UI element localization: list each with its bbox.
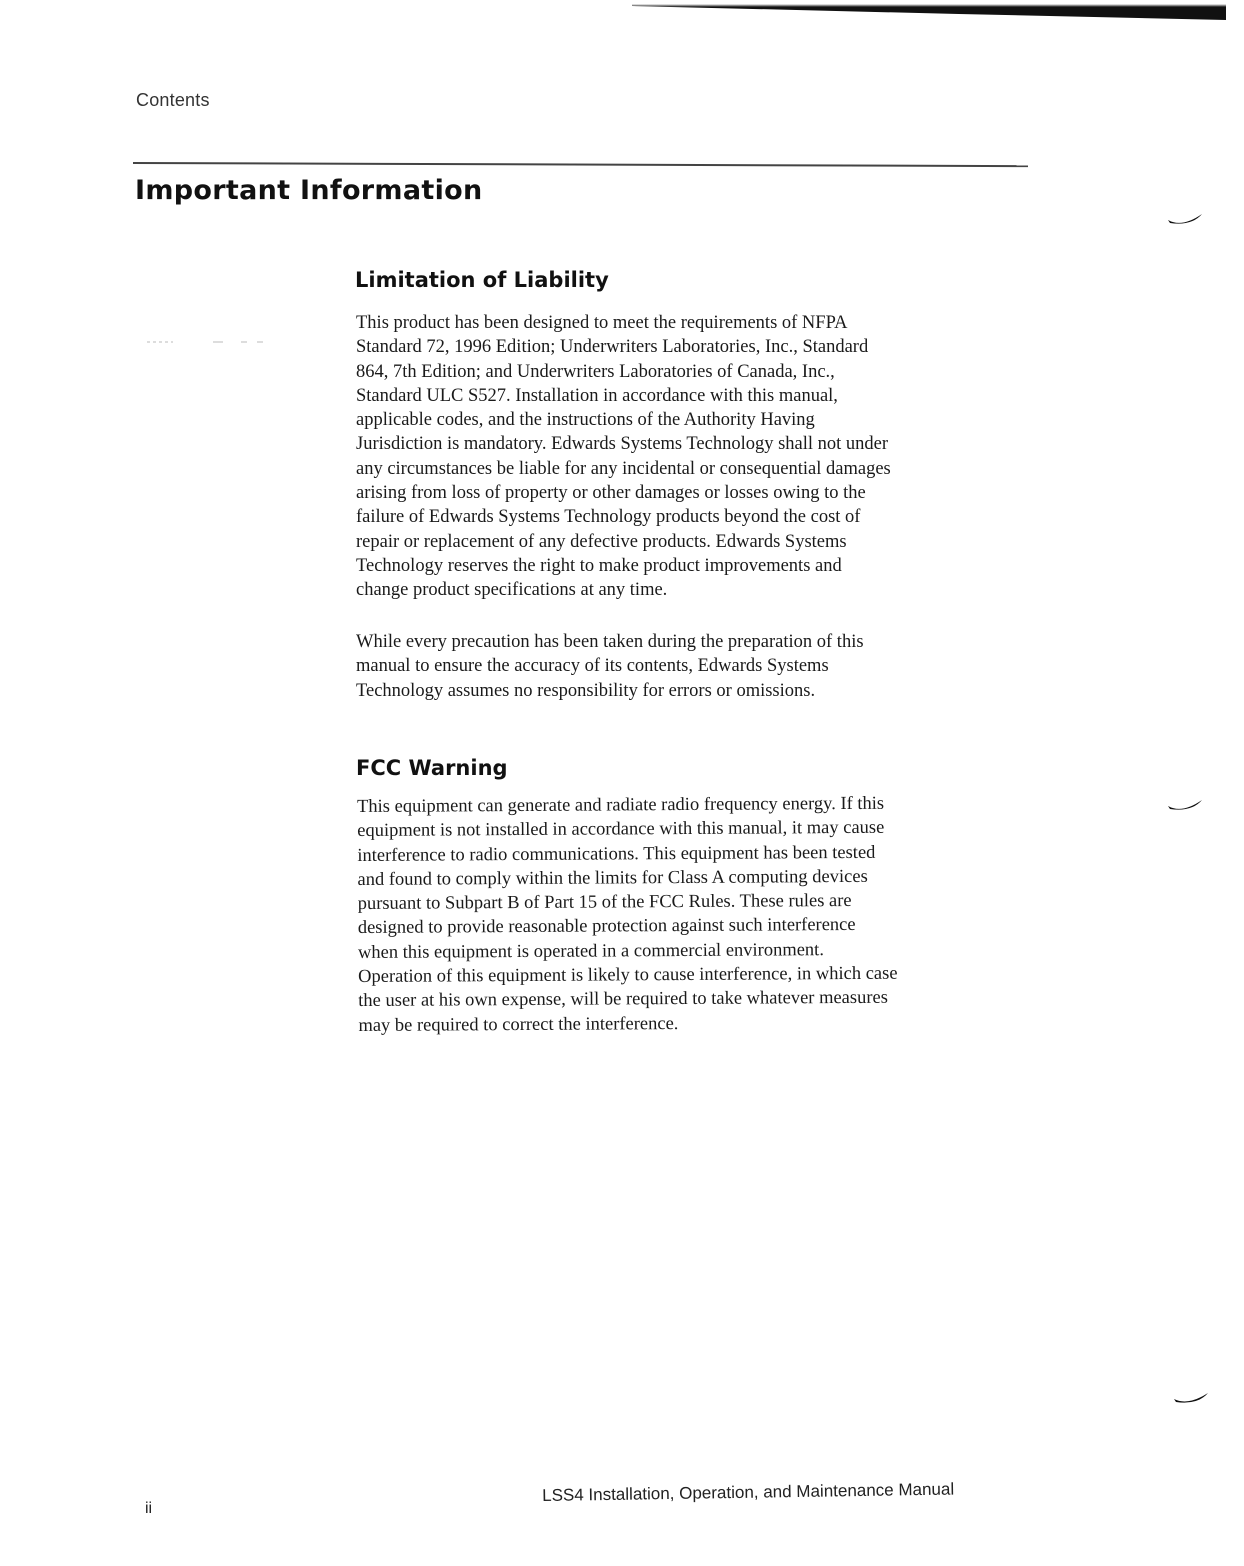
- liability-paragraph-1: [356, 311, 1026, 603]
- text-line: and found to comply within the limits for Class A computing devices: [357, 866, 868, 890]
- text-line: repair or replacement of any defective products. Edwards Systems: [356, 531, 847, 552]
- scan-edge-bar: [632, 0, 1226, 20]
- running-head: Contents: [136, 90, 210, 110]
- text-line: may be required to correct the interference.: [358, 1013, 679, 1036]
- section-heading-liability: Limitation of Liability: [355, 268, 609, 292]
- text-line: pursuant to Subpart B of Part 15 of the FCC Rules. These rules are: [357, 891, 852, 915]
- text-line: equipment is not installed in accordance with this manual, it may cause: [357, 818, 885, 842]
- punch-hole-mark-icon: [1174, 1392, 1208, 1408]
- text-line: arising from loss of property or other damages or losses owing to the: [356, 483, 866, 504]
- page-number: ii: [145, 1500, 153, 1517]
- fcc-paragraph: [357, 791, 1028, 1038]
- section-heading-fcc: FCC Warning: [356, 756, 508, 780]
- punch-hole-mark-icon: [1168, 212, 1202, 228]
- text-line: failure of Edwards Systems Technology products beyond the cost of: [356, 507, 861, 528]
- text-line: Technology reserves the right to make product improvements and: [356, 555, 842, 576]
- title-rule: [133, 162, 1028, 167]
- text-line: Standard 72, 1996 Edition; Underwriters Laboratories, Inc., Standard: [356, 337, 869, 358]
- text-line: This equipment can generate and radiate radio frequency energy. If this: [357, 793, 885, 817]
- text-line: 864, 7th Edition; and Underwriters Laboratories of Canada, Inc.,: [356, 361, 835, 382]
- text-line: manual to ensure the accuracy of its contents, Edwards Systems: [356, 656, 829, 677]
- footer-manual-title: LSS4 Installation, Operation, and Maintenance Manual: [542, 1479, 955, 1505]
- text-line: Operation of this equipment is likely to cause interference, in which case: [358, 963, 898, 988]
- liability-paragraph-2: [356, 630, 1026, 703]
- text-line: Technology assumes no responsibility for errors or omissions.: [356, 680, 816, 701]
- text-line: change product specifications at any time.: [356, 580, 668, 601]
- punch-hole-mark-icon: [1168, 798, 1202, 814]
- text-line: any circumstances be liable for any incidental or consequential damages: [356, 458, 891, 479]
- text-line: designed to provide reasonable protection against such interference: [357, 915, 856, 939]
- text-line: the user at his own expense, will be required to take whatever measures: [358, 988, 888, 1012]
- page-title: Important Information: [135, 175, 483, 206]
- text-line: Jurisdiction is mandatory. Edwards Systems Technology shall not under: [356, 434, 889, 455]
- text-line: applicable codes, and the instructions of the Authority Having: [356, 410, 815, 431]
- text-line: when this equipment is operated in a commercial environment.: [357, 939, 824, 963]
- text-line: interference to radio communications. This equipment has been tested: [357, 842, 876, 866]
- text-line: This product has been designed to meet the requirements of NFPA: [356, 313, 848, 333]
- text-line: Standard ULC S527. Installation in accordance with this manual,: [356, 385, 838, 406]
- scan-smudge: [147, 340, 267, 344]
- text-line: While every precaution has been taken during the preparation of this: [356, 632, 864, 652]
